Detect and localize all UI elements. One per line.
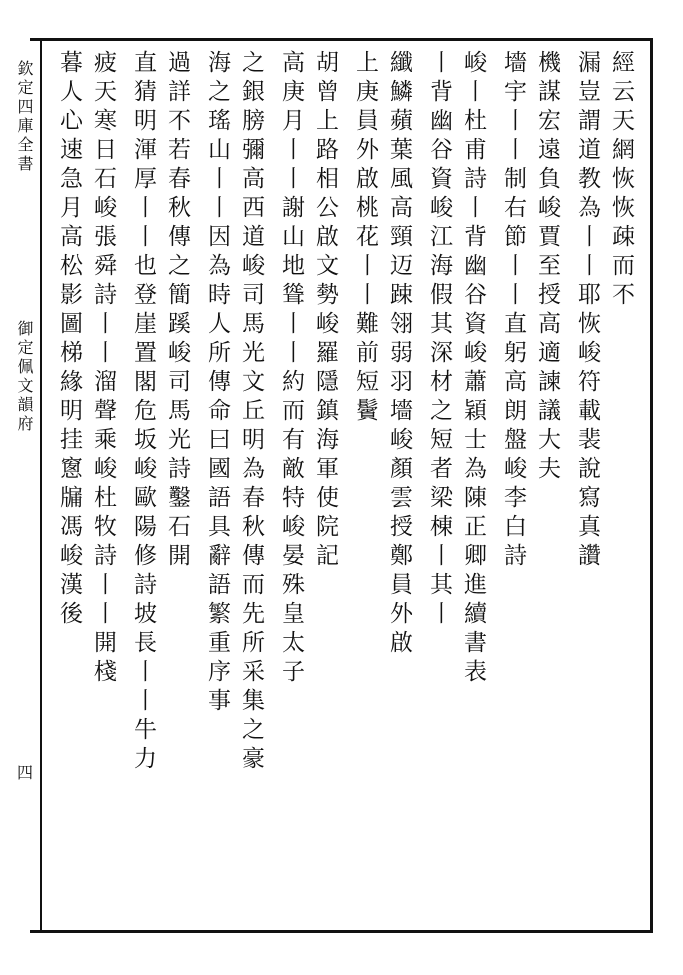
text-column-5: 峻丨杜甫詩丨背幽谷資峻蕭穎士為陳正卿進續書表 [460, 50, 486, 688]
page-number: 四 [16, 763, 33, 782]
margin-top-text: 欽定四庫全書 [15, 60, 34, 174]
text-column-4: 墻宇丨丨制右節丨丨直躬高朗盤峻李白詩 [500, 50, 526, 572]
margin-divider [40, 38, 42, 933]
bottom-border [30, 930, 653, 933]
text-column-11: 之銀膀彌高西道峻司馬光文丘明為春秋傳而先所采集之豪 [238, 50, 264, 775]
text-column-8: 上庚員外啟桃花丨丨難前短鬢 [352, 50, 378, 427]
text-column-9: 胡曾上路相公啟文勢峻羅隱鎮海軍使院記 [312, 50, 338, 572]
text-column-7: 纖鱗蘋葉風高頸迈踈翎弱羽墻峻顏雲授鄭員外啟 [386, 50, 412, 659]
text-column-2: 漏豈謂道教為丨丨耶恢峻符載裴說寫真讚 [574, 50, 600, 572]
text-column-12: 海之瑤山丨丨因為時人所傳命曰國語具辭語繁重序事 [204, 50, 230, 717]
text-column-16: 暮人心速急月高松影圖梯緣明挂窻牖馮峻漢後 [56, 50, 82, 630]
text-column-15: 疲天寒日石峻張舜詩丨丨溜聲乘峻杜牧詩丨丨開棧 [90, 50, 116, 688]
text-column-13: 過詳不若春秋傳之簡蹊峻司馬光詩鑿石開 [164, 50, 190, 572]
text-column-6: 丨背幽谷資峻江海假其深材之短者梁棟丨其丨 [426, 50, 452, 630]
text-column-1: 經云天網恢恢疎而不 [608, 50, 634, 311]
margin-book-title: 御定佩文韻府 [15, 320, 34, 434]
top-border [30, 38, 653, 41]
right-border [650, 38, 653, 933]
text-column-14: 直猜明渾厚丨丨也登崖置閣危坂峻歐陽修詩坡長丨丨牛力 [130, 50, 156, 775]
text-column-10: 高庚月丨丨謝山地聳丨丨約而有敵特峻晏殊皇太子 [278, 50, 304, 688]
text-column-3: 機謀宏遠負峻賈至授高適諫議大夫 [534, 50, 560, 485]
